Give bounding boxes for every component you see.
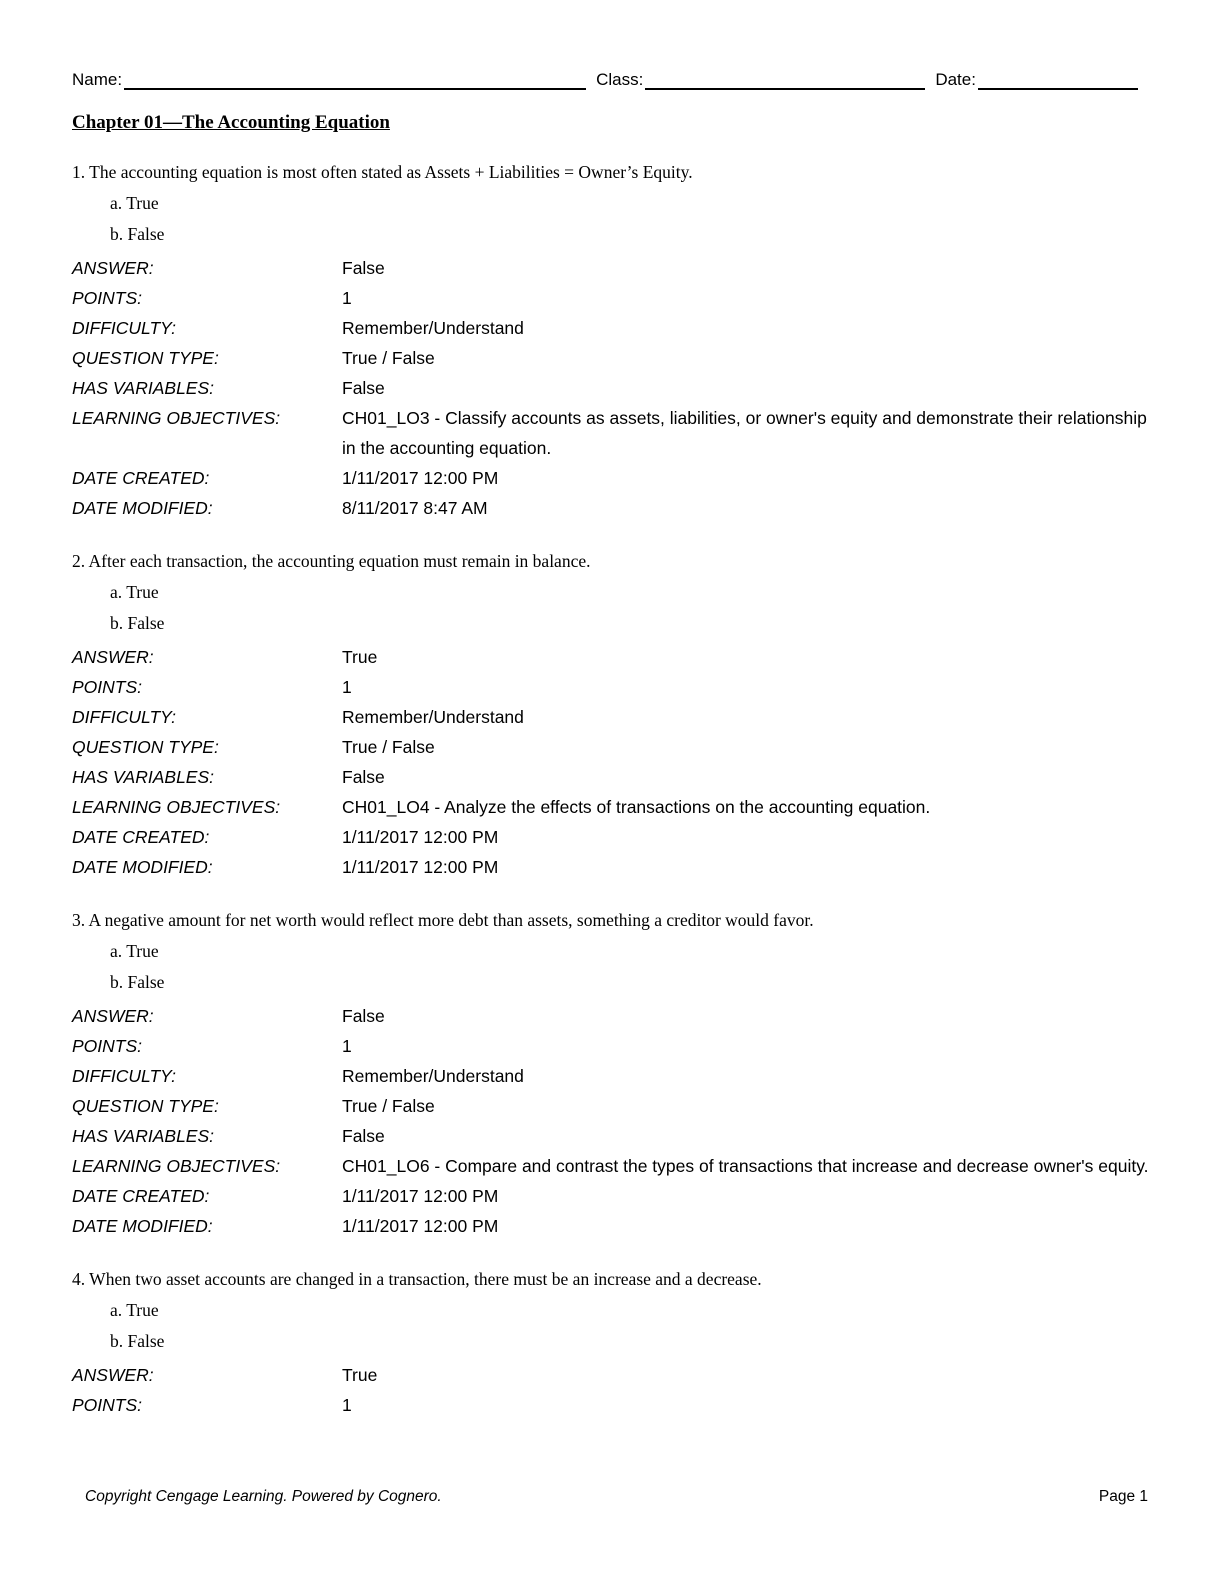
meta-label: DIFFICULTY: xyxy=(72,1066,177,1086)
class-blank-line xyxy=(645,70,925,90)
meta-row xyxy=(72,463,1152,493)
meta-row xyxy=(72,493,1152,523)
meta-label: HAS VARIABLES: xyxy=(72,1126,215,1146)
meta-row xyxy=(72,732,1152,762)
answer-choice: b. False xyxy=(110,972,165,992)
meta-value: 8/11/2017 8:47 AM xyxy=(342,498,488,518)
question-metadata xyxy=(72,642,1152,882)
name-blank-line xyxy=(124,70,586,90)
meta-row xyxy=(72,1390,1152,1420)
meta-label: LEARNING OBJECTIVES: xyxy=(72,408,281,428)
meta-value: 1 xyxy=(342,288,352,308)
meta-label: POINTS: xyxy=(72,677,143,697)
meta-row xyxy=(72,1360,1152,1390)
name-label: Name: xyxy=(72,70,123,89)
questions xyxy=(72,161,1152,1420)
answer-choice: a. True xyxy=(110,1300,159,1320)
meta-value: 1 xyxy=(342,1036,352,1056)
meta-label: QUESTION TYPE: xyxy=(72,737,219,757)
question-metadata xyxy=(72,253,1152,523)
meta-value: CH01_LO3 - Classify accounts as assets, liabilities, or owner's equity and demonstrate their relationship in the accounting equation. xyxy=(342,408,1147,458)
meta-label: DATE CREATED: xyxy=(72,468,210,488)
fill-in-header xyxy=(72,70,1152,90)
meta-label: DATE MODIFIED: xyxy=(72,857,213,877)
meta-row xyxy=(72,642,1152,672)
meta-label: DATE MODIFIED: xyxy=(72,1216,213,1236)
meta-value: True / False xyxy=(342,1096,435,1116)
meta-row xyxy=(72,1211,1152,1241)
meta-value: True xyxy=(342,647,378,667)
meta-value: 1/11/2017 12:00 PM xyxy=(342,827,499,847)
meta-label: POINTS: xyxy=(72,1036,143,1056)
meta-row xyxy=(72,403,1152,463)
meta-row xyxy=(72,373,1152,403)
meta-value: True xyxy=(342,1365,378,1385)
answer-choice: a. True xyxy=(110,193,159,213)
question-metadata xyxy=(72,1001,1152,1241)
page-number: Page 1 xyxy=(1098,1488,1148,1505)
question-block xyxy=(72,550,1152,882)
question-block xyxy=(72,161,1152,523)
meta-label: LEARNING OBJECTIVES: xyxy=(72,797,281,817)
question-block xyxy=(72,1268,1152,1420)
meta-value: 1/11/2017 12:00 PM xyxy=(342,857,499,877)
meta-value: 1 xyxy=(342,677,352,697)
meta-value: 1/11/2017 12:00 PM xyxy=(342,468,499,488)
meta-row xyxy=(72,283,1152,313)
meta-value: CH01_LO4 - Analyze the effects of transactions on the accounting equation. xyxy=(342,797,931,817)
meta-label: HAS VARIABLES: xyxy=(72,378,215,398)
meta-value: Remember/Understand xyxy=(342,318,524,338)
answer-choice: b. False xyxy=(110,224,165,244)
page-footer xyxy=(85,1488,1148,1506)
question-text: 2. After each transaction, the accounting equation must remain in balance. xyxy=(72,551,591,571)
meta-row xyxy=(72,253,1152,283)
meta-row xyxy=(72,762,1152,792)
meta-value: 1 xyxy=(342,1395,352,1415)
choices xyxy=(72,940,1152,993)
date-label: Date: xyxy=(935,70,976,89)
meta-row xyxy=(72,1001,1152,1031)
answer-choice: a. True xyxy=(110,582,159,602)
choices xyxy=(72,1299,1152,1352)
meta-label: ANSWER: xyxy=(72,1006,154,1026)
meta-value: Remember/Understand xyxy=(342,1066,524,1086)
meta-row xyxy=(72,822,1152,852)
meta-label: DATE CREATED: xyxy=(72,1186,210,1206)
meta-row xyxy=(72,1031,1152,1061)
question-text: 1. The accounting equation is most often stated as Assets + Liabilities = Owner’s Equity. xyxy=(72,162,693,182)
meta-label: QUESTION TYPE: xyxy=(72,348,219,368)
meta-value: False xyxy=(342,1126,385,1146)
meta-row xyxy=(72,672,1152,702)
meta-label: POINTS: xyxy=(72,1395,143,1415)
meta-label: LEARNING OBJECTIVES: xyxy=(72,1156,281,1176)
answer-choice: a. True xyxy=(110,941,159,961)
meta-value: True / False xyxy=(342,348,435,368)
meta-label: ANSWER: xyxy=(72,1365,154,1385)
meta-row xyxy=(72,702,1152,732)
meta-label: DIFFICULTY: xyxy=(72,707,177,727)
meta-row xyxy=(72,1151,1152,1181)
date-blank-line xyxy=(978,70,1138,90)
meta-value: 1/11/2017 12:00 PM xyxy=(342,1216,499,1236)
answer-choice: b. False xyxy=(110,613,165,633)
question-text: 4. When two asset accounts are changed in a transaction, there must be an increase and a decrease. xyxy=(72,1269,762,1289)
meta-value: False xyxy=(342,258,385,278)
answer-choice: b. False xyxy=(110,1331,165,1351)
meta-value: True / False xyxy=(342,737,435,757)
meta-label: ANSWER: xyxy=(72,258,154,278)
question-text: 3. A negative amount for net worth would reflect more debt than assets, something a creditor would favor. xyxy=(72,910,814,930)
meta-value: 1/11/2017 12:00 PM xyxy=(342,1186,499,1206)
meta-label: DATE MODIFIED: xyxy=(72,498,213,518)
choices xyxy=(72,192,1152,245)
meta-value: False xyxy=(342,767,385,787)
class-label: Class: xyxy=(596,70,644,89)
meta-row xyxy=(72,313,1152,343)
meta-label: POINTS: xyxy=(72,288,143,308)
copyright-text: Copyright Cengage Learning. Powered by Cognero. xyxy=(85,1488,442,1505)
choices xyxy=(72,581,1152,634)
meta-value: Remember/Understand xyxy=(342,707,524,727)
meta-label: ANSWER: xyxy=(72,647,154,667)
question-block xyxy=(72,909,1152,1241)
meta-row xyxy=(72,1061,1152,1091)
meta-label: HAS VARIABLES: xyxy=(72,767,215,787)
chapter-title: Chapter 01—The Accounting Equation xyxy=(72,112,390,133)
meta-row xyxy=(72,852,1152,882)
question-metadata xyxy=(72,1360,1152,1420)
meta-row xyxy=(72,1091,1152,1121)
meta-value: False xyxy=(342,1006,385,1026)
meta-row xyxy=(72,1121,1152,1151)
meta-label: DIFFICULTY: xyxy=(72,318,177,338)
meta-label: QUESTION TYPE: xyxy=(72,1096,219,1116)
meta-value: CH01_LO6 - Compare and contrast the types of transactions that increase and decrease owner's equity. xyxy=(342,1156,1149,1176)
meta-label: DATE CREATED: xyxy=(72,827,210,847)
meta-row xyxy=(72,1181,1152,1211)
meta-value: False xyxy=(342,378,385,398)
meta-row xyxy=(72,792,1152,822)
meta-row xyxy=(72,343,1152,373)
